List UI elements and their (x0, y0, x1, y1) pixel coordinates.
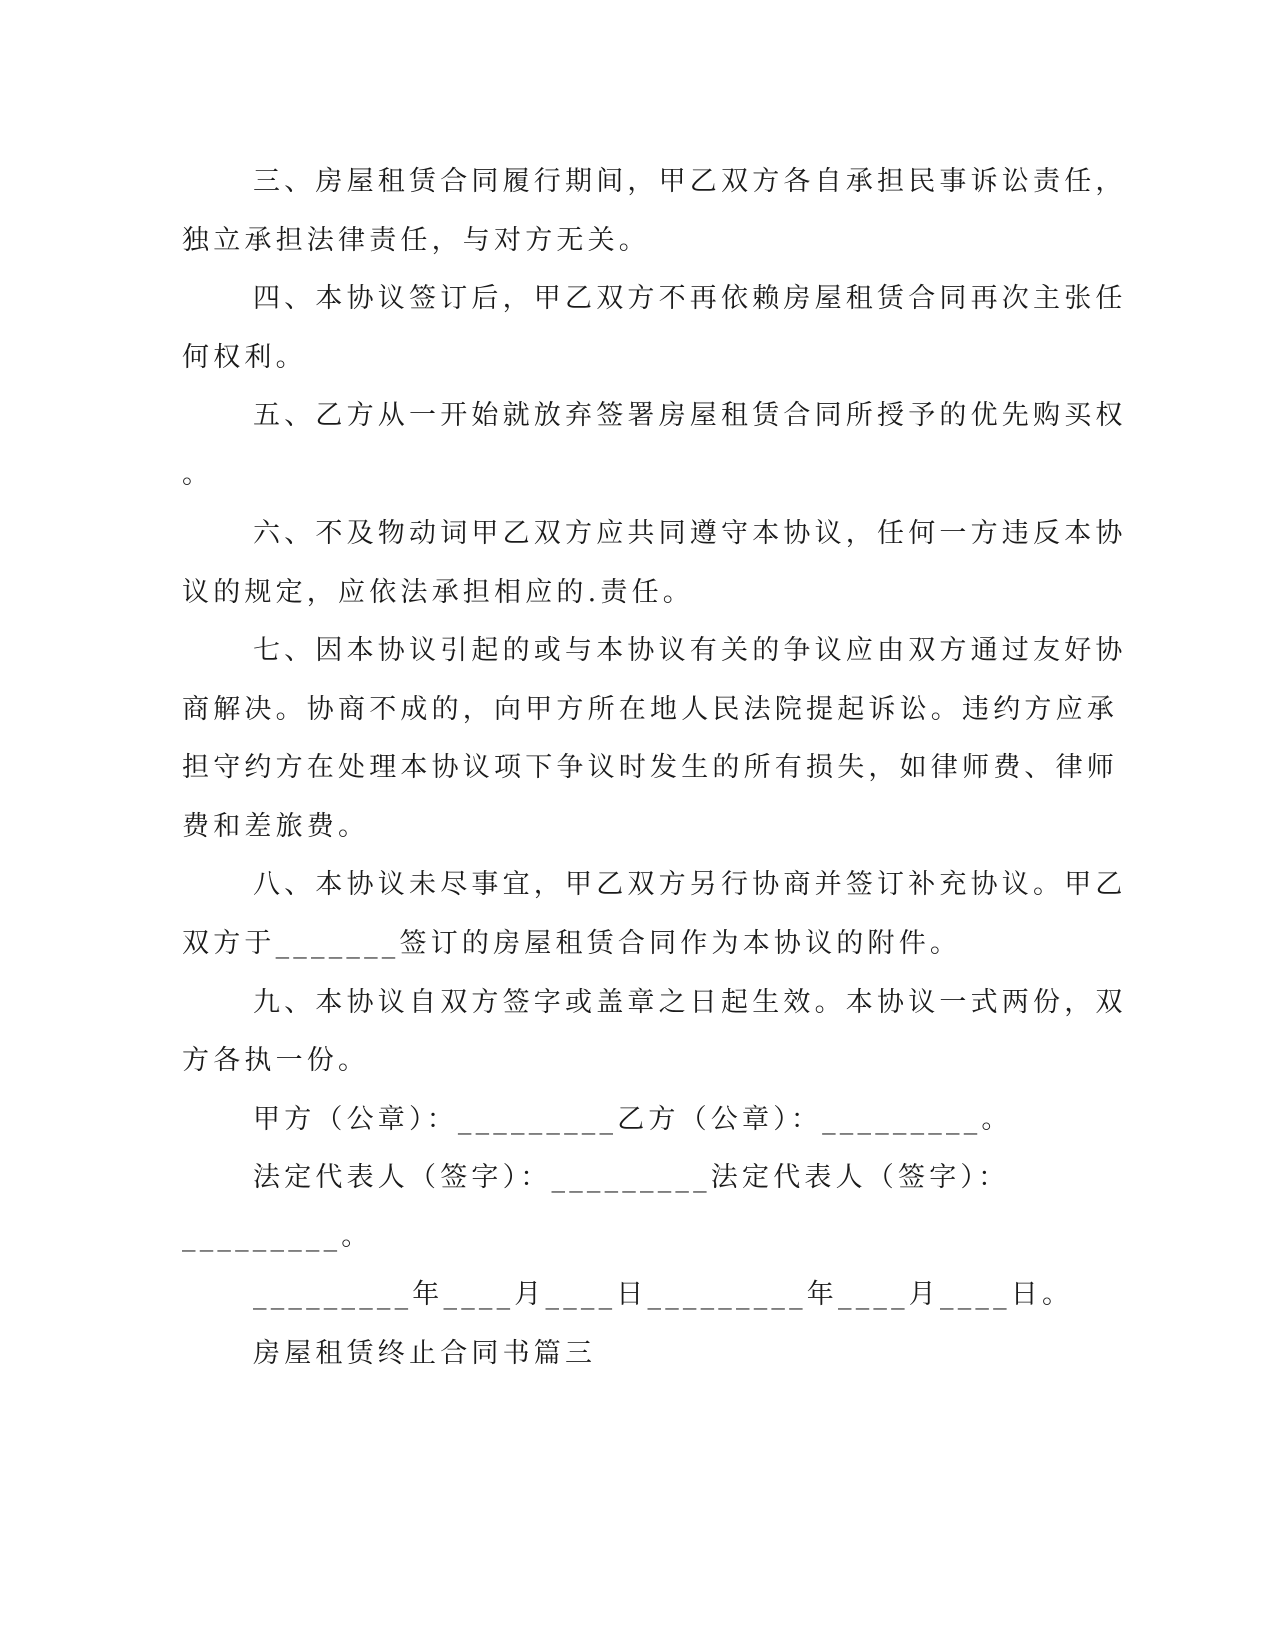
legal-representative-blank: _________。 (182, 1221, 373, 1252)
clause-7-line-2: 商解决。协商不成的，向甲方所在地人民法院提起诉讼。违约方应承 (182, 694, 1118, 725)
clause-5-line-2: 。 (182, 459, 214, 490)
clause-8-line-1: 八、本协议未尽事宜，甲乙双方另行协商并签订补充协议。甲乙 (253, 869, 1127, 900)
clause-9-line-2: 方各执一份。 (182, 1045, 370, 1076)
clause-3-line-2: 独立承担法律责任，与对方无关。 (182, 225, 650, 256)
clause-6-line-1: 六、不及物动词甲乙双方应共同遵守本协议，任何一方违反本协 (253, 518, 1127, 549)
clause-7-line-4: 费和差旅费。 (182, 811, 370, 842)
clause-9-line-1: 九、本协议自双方签字或盖章之日起生效。本协议一式两份，双 (253, 987, 1127, 1018)
clause-7-line-3: 担守约方在处理本协议项下争议时发生的所有损失，如律师费、律师 (182, 752, 1118, 783)
date-line: _________年____月____日_________年____月____日。 (253, 1279, 1074, 1310)
clause-5-line-1: 五、乙方从一开始就放弃签署房屋租赁合同所授予的优先购买权 (253, 400, 1127, 431)
clause-3-line-1: 三、房屋租赁合同履行期间，甲乙双方各自承担民事诉讼责任， (253, 166, 1127, 197)
party-seal-line: 甲方（公章）：_________乙方（公章）：_________。 (253, 1104, 1013, 1135)
clause-4-line-1: 四、本协议签订后，甲乙双方不再依赖房屋租赁合同再次主张任 (253, 283, 1127, 314)
section-heading: 房屋租赁终止合同书篇三 (253, 1338, 597, 1369)
clause-4-line-2: 何权利。 (182, 342, 307, 373)
clause-7-line-1: 七、因本协议引起的或与本协议有关的争议应由双方通过友好协 (253, 635, 1127, 666)
clause-6-line-2: 议的规定，应依法承担相应的.责任。 (182, 577, 694, 608)
legal-representative-line: 法定代表人（签字）：_________法定代表人（签字）： (253, 1162, 1010, 1193)
clause-8-line-2: 双方于_______签订的房屋租赁合同作为本协议的附件。 (182, 928, 962, 959)
